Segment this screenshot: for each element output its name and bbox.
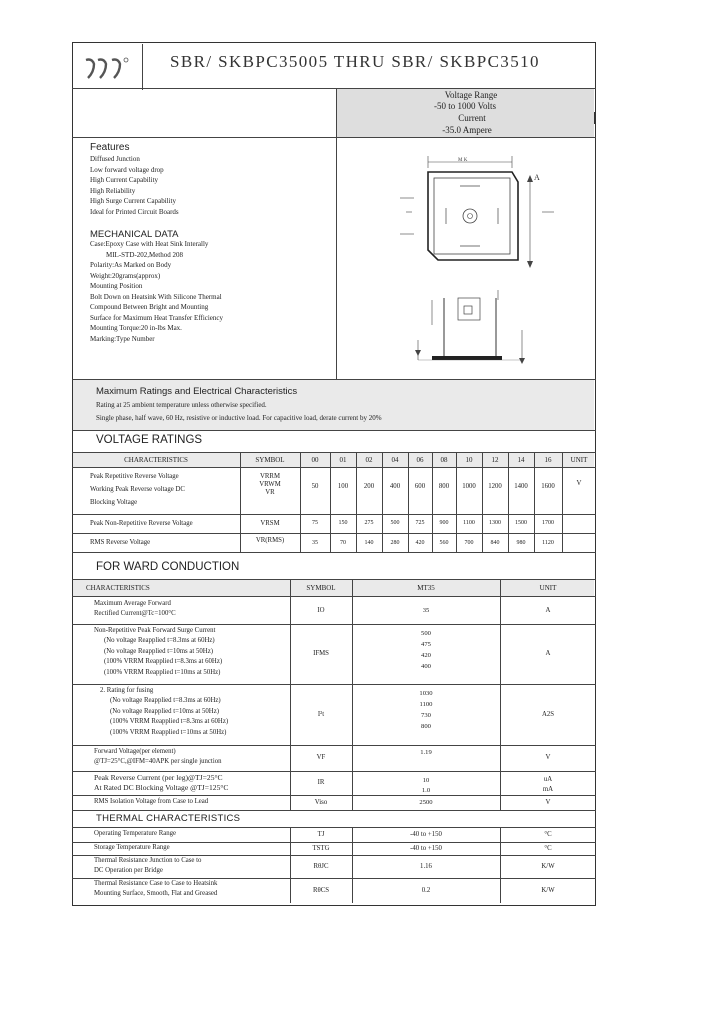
- unit-cell: uA: [543, 776, 553, 783]
- row-label: Peak Repetitive Reverse Voltage: [90, 473, 179, 480]
- column-header: 04: [391, 456, 399, 464]
- column-header: MT35: [417, 584, 435, 592]
- value-cell: 725: [415, 520, 425, 526]
- mechanical-item: Case:Epoxy Case with Heat Sink Interally: [90, 240, 209, 248]
- unit-cell: °C: [544, 844, 552, 852]
- value-cell: 200: [363, 483, 375, 490]
- thermal-title: THERMAL CHARACTERISTICS: [96, 813, 241, 824]
- symbol-cell: IO: [317, 606, 325, 614]
- unit-cell: K/W: [541, 862, 555, 870]
- unit-cell: V: [545, 798, 551, 806]
- value-cell: 100: [337, 483, 349, 490]
- row-label: At Rated DC Blocking Voltage @TJ=125°C: [94, 783, 229, 793]
- voltage-range-label: Voltage Range: [444, 90, 498, 100]
- feature-item: Ideal for Printed Circuit Boards: [90, 207, 179, 216]
- mechanical-item: Marking:Type Number: [90, 334, 155, 343]
- symbol-cell: Viso: [314, 798, 328, 806]
- row-label: Thermal Resistance Case to Case to Heatsink: [94, 880, 218, 887]
- value-cell: 1200: [488, 483, 502, 490]
- row-label: (100% VRRM Reapplied t=10ms at 50Hz): [104, 668, 221, 676]
- unit-cell: mA: [542, 786, 554, 793]
- row-label: Working Peak Reverse voltage DC: [90, 486, 185, 493]
- row-label: Maximum Average Forward: [94, 600, 171, 607]
- mechanical-title: MECHANICAL DATA: [90, 229, 179, 240]
- value-cell: 800: [438, 483, 450, 490]
- value-cell: 800: [421, 723, 431, 730]
- value-cell: 1000: [462, 483, 476, 490]
- mechanical-item: Mounting Position: [90, 282, 143, 290]
- row-label: Peak Non-Repetitive Reverse Voltage: [90, 520, 193, 527]
- value-cell: 400: [389, 483, 401, 490]
- max-ratings-note-load: Single phase, half wave, 60 Hz, resistive or inductive load. For capacitive load, derate current by 20%: [96, 414, 382, 422]
- column-header: 10: [465, 456, 473, 464]
- column-header: UNIT: [570, 456, 588, 464]
- voltage-range-value: -50 to 1000 Volts: [434, 101, 496, 111]
- value-cell: 70: [340, 540, 346, 546]
- max-ratings-note-temp: Rating at 25 ambient temperature unless otherwise specified.: [96, 401, 267, 409]
- row-label: (No voltage Reapplied t=10ms at 50Hz): [110, 707, 219, 715]
- value-cell: 1.0: [421, 787, 431, 794]
- value-cell: 2500: [419, 798, 433, 806]
- column-header: 14: [517, 456, 525, 464]
- svg-text:M K: M K: [458, 158, 468, 163]
- row-label: (No voltage Reapplied t=8.3ms at 60Hz): [110, 697, 221, 705]
- current-label: Current: [458, 113, 486, 123]
- column-header: CHARACTERISTICS: [124, 456, 188, 464]
- row-label: RMS Isolation Voltage from Case to Lead: [94, 798, 209, 805]
- row-label: (No voltage Reapplied t=8.3ms at 60Hz): [104, 637, 215, 645]
- package-diagram: [380, 150, 560, 375]
- value-cell: 1.16: [420, 862, 432, 870]
- value-cell: 1500: [515, 520, 527, 526]
- symbol-cell: TJ: [317, 831, 325, 838]
- value-cell: 35: [422, 606, 430, 614]
- value-cell: 420: [415, 540, 425, 546]
- column-header: UNIT: [539, 584, 557, 592]
- voltage-ratings-title: VOLTAGE RATINGS: [96, 434, 203, 446]
- value-cell: 280: [390, 540, 400, 546]
- unit-cell: A: [545, 650, 551, 657]
- mechanical-item: Mounting Torque:20 in-lbs Max.: [90, 324, 182, 332]
- value-cell: 980: [516, 540, 526, 546]
- column-header: 00: [311, 456, 319, 464]
- symbol-cell: TSTG: [312, 844, 330, 852]
- row-label: (100% VRRM Reapplied t=8.3ms at 60Hz): [104, 658, 223, 666]
- column-header: CHARACTERISTICS: [86, 584, 150, 592]
- row-label: Peak Reverse Current (per leg)@TJ=25°C: [94, 773, 223, 782]
- row-label: RMS Reverse Voltage: [90, 539, 151, 546]
- row-label: (100% VRRM Reapplied t=8.3ms at 60Hz): [110, 718, 229, 726]
- value-cell: 10: [422, 777, 430, 784]
- symbol-cell: I²t: [317, 710, 325, 718]
- column-header: 16: [544, 456, 552, 464]
- row-label: Operating Temperature Range: [94, 830, 177, 837]
- symbol-cell: VR(RMS): [255, 537, 285, 544]
- symbol-cell: VRWM: [259, 481, 281, 488]
- unit-cell: A: [545, 606, 551, 614]
- document-title: SBR/ SKBPC35005 THRU SBR/ SKBPC3510: [170, 52, 540, 71]
- value-cell: 840: [490, 540, 500, 546]
- row-label: (No voltage Reapplied t=10ms at 50Hz): [104, 647, 213, 655]
- value-cell: -40 to +150: [410, 831, 442, 838]
- value-cell: 400: [421, 663, 431, 670]
- svg-text:A: A: [534, 173, 540, 182]
- column-header: SYMBOL: [255, 456, 285, 464]
- row-label: DC Operation per Bridge: [94, 867, 163, 874]
- column-header: 06: [416, 456, 424, 464]
- unit-cell: V: [576, 480, 582, 487]
- feature-item: Diffused Junction: [90, 155, 140, 163]
- row-label: Forward Voltage(per element): [94, 748, 176, 755]
- symbol-cell: IR: [317, 779, 325, 786]
- feature-item: High Reliability: [90, 186, 136, 195]
- value-cell: 275: [364, 520, 374, 526]
- value-cell: 500: [421, 630, 431, 637]
- value-cell: 420: [421, 652, 431, 659]
- unit-cell: K/W: [541, 886, 555, 894]
- column-header: 08: [440, 456, 448, 464]
- logo-glyph: [80, 52, 132, 82]
- value-cell: -40 to +150: [410, 844, 442, 852]
- value-cell: 1120: [542, 540, 554, 546]
- unit-cell: V: [545, 754, 551, 761]
- value-cell: 700: [464, 540, 474, 546]
- mechanical-item: Surface for Maximum Heat Transfer Efficiency: [90, 313, 224, 322]
- feature-item: High Surge Current Capability: [90, 197, 176, 205]
- value-cell: 500: [390, 520, 400, 526]
- value-cell: 1030: [419, 690, 433, 697]
- forward-conduction-title: FOR WARD CONDUCTION: [96, 561, 240, 573]
- row-label: Non-Repetitive Peak Forward Surge Current: [94, 627, 216, 634]
- current-value: -35.0 Ampere: [442, 125, 492, 135]
- row-label: Mounting Surface, Smooth, Flat and Greased: [94, 890, 218, 897]
- column-header: 12: [491, 456, 499, 464]
- symbol-cell: RθCS: [312, 886, 330, 894]
- value-cell: 1100: [419, 701, 433, 708]
- feature-item: High Current Capability: [90, 176, 159, 184]
- symbol-cell: VF: [316, 754, 326, 761]
- feature-item: Low forward voltage drop: [90, 165, 164, 174]
- value-cell: 50: [311, 483, 319, 490]
- symbol-cell: VR: [265, 489, 275, 496]
- row-label: @TJ=25°C,@IFM=40APK per single junction: [94, 758, 222, 766]
- value-cell: 140: [364, 540, 374, 546]
- symbol-cell: IFMS: [313, 650, 329, 657]
- value-cell: 1300: [489, 520, 501, 526]
- value-cell: 35: [312, 540, 318, 546]
- row-label: Storage Temperature Range: [94, 844, 170, 851]
- row-label: Blocking Voltage: [90, 499, 138, 506]
- row-label: Thermal Resistance Junction to Case to: [94, 857, 202, 864]
- column-header: 01: [339, 456, 347, 464]
- value-cell: 0.2: [421, 886, 431, 894]
- unit-cell: °C: [544, 831, 552, 838]
- value-cell: 1600: [541, 483, 555, 490]
- max-ratings-title: Maximum Ratings and Electrical Characteristics: [96, 386, 298, 397]
- mechanical-item: Polarity:As Marked on Body: [90, 261, 172, 269]
- symbol-cell: VRSM: [260, 520, 280, 527]
- value-cell: 1700: [542, 520, 554, 526]
- features-title: Features: [90, 142, 130, 153]
- value-cell: 730: [421, 712, 431, 719]
- value-cell: 560: [439, 540, 449, 546]
- value-cell: 1.19: [420, 749, 432, 756]
- row-label: 2. Rating for fusing: [100, 687, 154, 694]
- row-label: Rectified Current@Tc=100°C: [94, 610, 176, 618]
- value-cell: 75: [312, 520, 318, 526]
- company-logo: [80, 52, 132, 82]
- column-header: SYMBOL: [306, 584, 336, 592]
- mechanical-item: MIL-STD-202,Method 208: [106, 250, 183, 259]
- value-cell: 475: [421, 641, 431, 648]
- value-cell: 150: [338, 520, 348, 526]
- column-header: 02: [365, 456, 373, 464]
- value-cell: 900: [439, 520, 449, 526]
- row-label: (100% VRRM Reapplied t=10ms at 50Hz): [110, 728, 227, 736]
- symbol-cell: VRRM: [259, 473, 281, 480]
- unit-cell: A2S: [541, 710, 555, 718]
- mechanical-item: Compound Between Bright and Mounting: [90, 303, 209, 311]
- value-cell: 1100: [463, 520, 475, 526]
- mechanical-item: Weight:20grams(approx): [90, 271, 161, 280]
- value-cell: 1400: [514, 483, 528, 490]
- mechanical-item: Bolt Down on Heatsink With Silicone Thermal: [90, 292, 222, 301]
- value-cell: 600: [414, 483, 426, 490]
- symbol-cell: RθJC: [313, 862, 329, 870]
